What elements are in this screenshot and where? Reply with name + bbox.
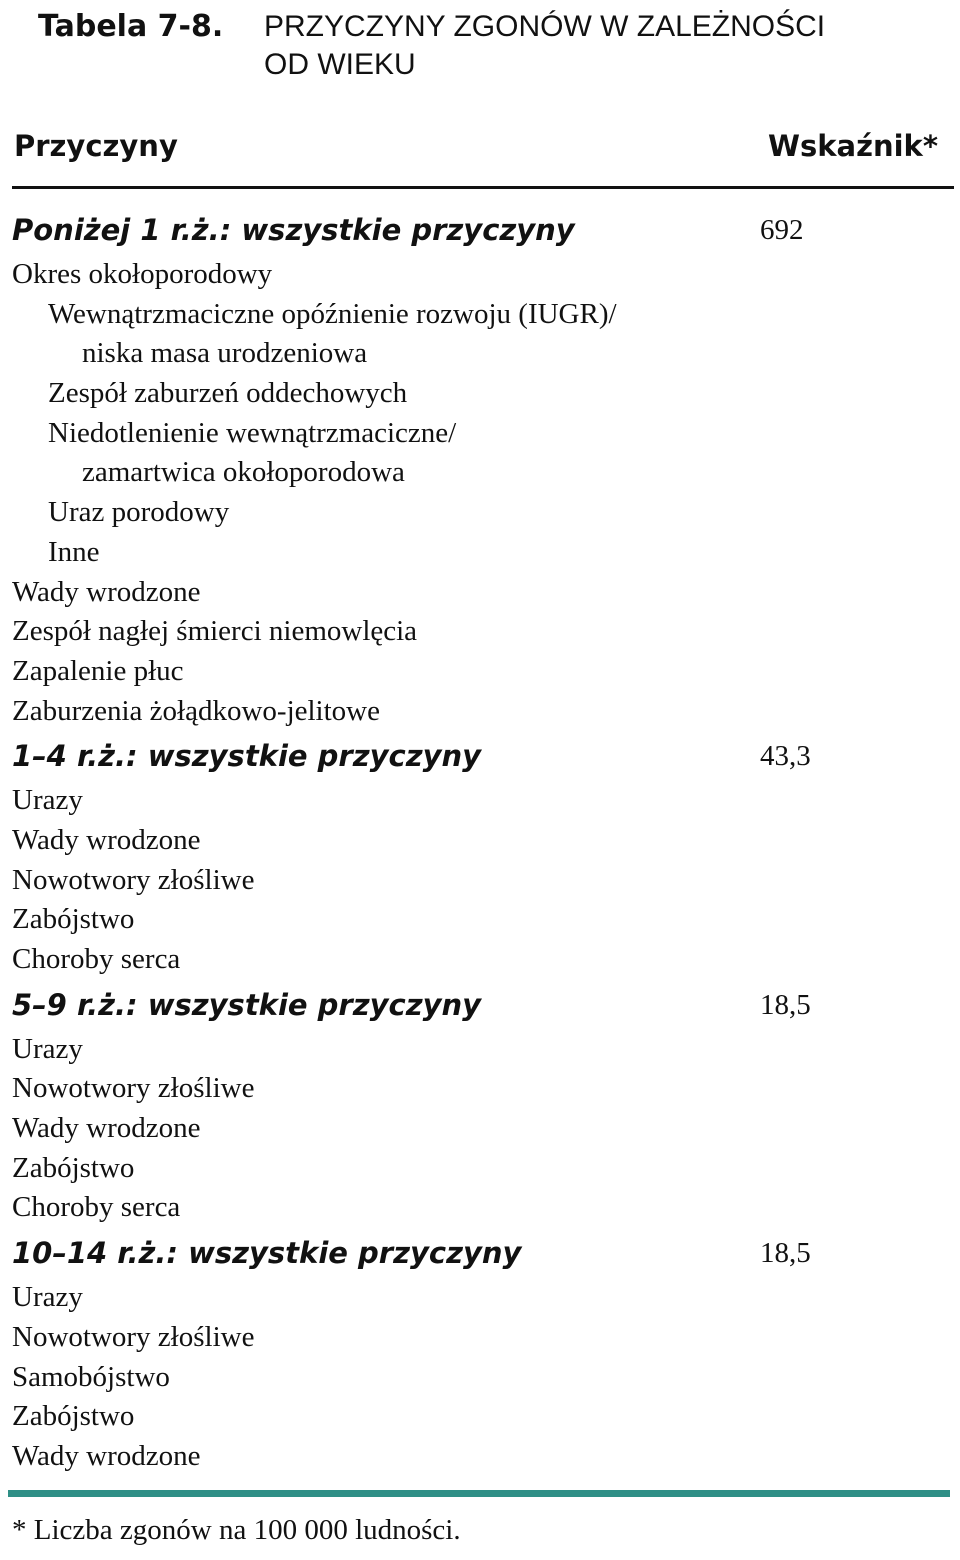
cause-row bbox=[0, 821, 960, 861]
cause-row bbox=[0, 1358, 960, 1398]
cause-row bbox=[0, 334, 960, 374]
cause-row bbox=[0, 374, 960, 414]
cause-row bbox=[0, 493, 960, 533]
age-group-heading-row bbox=[0, 980, 960, 1030]
cause-label: niska masa urodzeniowa bbox=[82, 337, 368, 370]
cause-label: Okres okołoporodowy bbox=[12, 258, 273, 290]
cause-label: Inne bbox=[48, 535, 100, 568]
age-group-heading-row bbox=[0, 1228, 960, 1278]
footnote: * Liczba zgonów na 100 000 ludności. bbox=[12, 1514, 461, 1546]
cause-row bbox=[0, 652, 960, 692]
cause-label: Uraz porodowy bbox=[48, 496, 230, 529]
cause-label: Zaburzenia żołądkowo-jelitowe bbox=[12, 694, 380, 727]
table-body bbox=[0, 205, 960, 1477]
cause-label: Zabójstwo bbox=[12, 903, 135, 936]
cause-label: Wewnątrzmaciczne opóźnienie rozwoju (IUGR)/ bbox=[48, 297, 617, 330]
cause-row bbox=[0, 940, 960, 980]
cause-label: Wady wrodzone bbox=[12, 1112, 201, 1145]
table-number: Tabela 7-8. bbox=[38, 9, 224, 44]
cause-row bbox=[0, 573, 960, 613]
cause-row bbox=[0, 1030, 960, 1070]
cause-label: Zabójstwo bbox=[12, 1400, 135, 1433]
age-group-heading: 10–14 r.ż.: wszystkie przyczyny bbox=[12, 1236, 522, 1271]
cause-row bbox=[0, 1188, 960, 1228]
cause-row bbox=[0, 1437, 960, 1477]
cause-row bbox=[0, 781, 960, 821]
cause-label: Wady wrodzone bbox=[12, 823, 201, 856]
cause-label: Urazy bbox=[12, 784, 83, 817]
bottom-rule bbox=[8, 1490, 950, 1497]
cause-row bbox=[0, 1109, 960, 1149]
age-group-heading-row bbox=[0, 205, 960, 255]
cause-label: Wady wrodzone bbox=[12, 1439, 201, 1472]
cause-row bbox=[0, 1397, 960, 1437]
cause-row bbox=[0, 533, 960, 573]
cause-label: Nowotwory złośliwe bbox=[12, 863, 255, 896]
cause-label: Zespół zaburzeń oddechowych bbox=[48, 377, 408, 410]
age-group-rate: 43,3 bbox=[760, 740, 811, 773]
cause-row bbox=[0, 1278, 960, 1318]
column-header-rate: Wskaźnik* bbox=[767, 129, 938, 163]
cause-row bbox=[0, 1149, 960, 1189]
age-group-rate: 692 bbox=[760, 214, 804, 246]
column-header-causes: Przyczyny bbox=[14, 129, 178, 163]
cause-label: Nowotwory złośliwe bbox=[12, 1072, 255, 1105]
cause-row bbox=[0, 612, 960, 652]
cause-row bbox=[0, 692, 960, 732]
cause-label: Choroby serca bbox=[12, 943, 181, 975]
cause-row bbox=[0, 900, 960, 940]
age-group-heading-row bbox=[0, 731, 960, 781]
cause-row bbox=[0, 255, 960, 295]
cause-label: Choroby serca bbox=[12, 1191, 181, 1224]
cause-label: Urazy bbox=[12, 1032, 83, 1065]
age-group-rate: 18,5 bbox=[760, 1237, 811, 1270]
cause-label: Nowotwory złośliwe bbox=[12, 1320, 255, 1353]
cause-label: Wady wrodzone bbox=[12, 575, 201, 608]
cause-label: Urazy bbox=[12, 1281, 83, 1314]
age-group-rate: 18,5 bbox=[760, 988, 811, 1021]
cause-row bbox=[0, 414, 960, 454]
header-rule bbox=[12, 186, 954, 189]
cause-row bbox=[0, 1069, 960, 1109]
cause-label: Zespół nagłej śmierci niemowlęcia bbox=[12, 615, 418, 648]
cause-label: Niedotlenienie wewnątrzmaciczne/ bbox=[48, 416, 457, 449]
cause-label: zamartwica okołoporodowa bbox=[82, 456, 405, 489]
cause-row bbox=[0, 295, 960, 335]
cause-row bbox=[0, 861, 960, 901]
cause-row bbox=[0, 1318, 960, 1358]
cause-row bbox=[0, 453, 960, 493]
cause-label: Samobójstwo bbox=[12, 1360, 170, 1393]
age-group-heading: Poniżej 1 r.ż.: wszystkie przyczyny bbox=[12, 213, 575, 247]
cause-label: Zapalenie płuc bbox=[12, 654, 184, 687]
age-group-heading: 5–9 r.ż.: wszystkie przyczyny bbox=[12, 987, 482, 1022]
table-caption: PRZYCZYNY ZGONÓW W ZALEŻNOŚCI OD WIEKU bbox=[264, 10, 826, 81]
cause-label: Zabójstwo bbox=[12, 1151, 135, 1184]
age-group-heading: 1–4 r.ż.: wszystkie przyczyny bbox=[12, 739, 482, 774]
